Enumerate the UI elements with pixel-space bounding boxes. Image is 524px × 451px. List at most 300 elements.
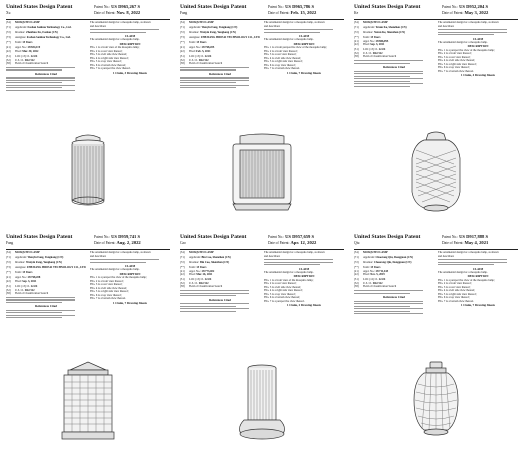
bib-value: 22-04 <box>204 278 212 282</box>
patent-page <box>180 4 344 217</box>
abstract-line: and described. <box>264 24 281 28</box>
description-line: FIG. 2 is a front view thereof; <box>438 52 472 56</box>
text-line-placeholder <box>264 32 320 33</box>
bib-code: (**) <box>180 41 185 45</box>
bib-code: (52) <box>180 58 185 62</box>
drawing-sheets-count: 1 Claim, 7 Drawing Sheets <box>287 70 321 75</box>
description-line: FIG. 2 is a front view thereof; <box>264 49 298 53</box>
bib-code: (51) <box>354 278 359 282</box>
description-line: FIG. 5 is a right side view thereof; <box>438 62 477 66</box>
bib-code: (58) <box>354 285 359 289</box>
patent-date: Feb. 15, 2022 <box>290 10 317 16</box>
bib-title: MOSQUITO LAMP <box>189 251 214 254</box>
bib-label: Filed: <box>189 273 196 277</box>
bib-code: (73) <box>180 36 185 40</box>
description-line: FIG. 4 is a left side view thereof; <box>264 56 301 60</box>
description-line: FIG. 1 is a perspective view of the mosquito lamp; <box>438 278 495 282</box>
patent-number: US D965,267 S <box>111 4 141 9</box>
bib-code: (**) <box>354 266 359 270</box>
patent-header <box>354 4 518 20</box>
description-line: FIG. 4 is a left side view thereof; <box>90 286 127 290</box>
description-line: FIG. 4 is a left side view thereof; <box>438 59 475 63</box>
text-line-placeholder <box>6 302 62 303</box>
bib-label: Applicant: <box>189 256 201 260</box>
bib-label: Applicant: <box>189 26 201 30</box>
bib-value: Wenyin Fang, Yongkang (CN) <box>199 31 236 35</box>
patent-number: US D965,786 S <box>285 4 315 9</box>
bib-value: Yexun Ke, Shenzhen (CN) <box>375 26 407 30</box>
bib-value: 29/711,445 <box>375 269 389 273</box>
description-line: FIG. 2 is a rear view thereof; <box>264 282 297 286</box>
description-line: FIG. 3 is a left side view thereof; <box>90 53 127 57</box>
bib-code: (**) <box>354 36 359 40</box>
bib-label: U.S. Cl. <box>15 288 25 292</box>
bib-label: Field of Classification Search <box>15 292 49 296</box>
bib-value: Zhenhua Xu, Foshan (CN) <box>25 31 58 35</box>
bib-label: Inventor: <box>363 31 374 35</box>
bib-label: Term: <box>189 266 196 270</box>
description-line: FIG. 4 is a right side view thereof; <box>90 56 129 60</box>
bib-code: (71) <box>354 26 359 30</box>
patent-page <box>6 234 170 447</box>
patent-date-label: Date of Patent: <box>94 11 116 16</box>
description-line: FIG. 1 is a front view of the mosquito lamp; <box>264 278 314 282</box>
abstract-line: The ornamental design for a mosquito lamp, as shown <box>438 251 499 254</box>
text-line-placeholder <box>180 87 236 88</box>
bib-value: 29/773,402 <box>201 269 215 273</box>
bib-code: (51) <box>180 278 185 282</box>
bib-label: Term: <box>363 266 370 270</box>
bib-code: (72) <box>180 31 185 35</box>
patent-header <box>180 4 344 20</box>
text-line-placeholder <box>180 308 249 309</box>
text-line-placeholder <box>180 306 236 307</box>
text-line-placeholder <box>438 264 494 265</box>
patent-date-label: Date of Patent: <box>94 241 116 246</box>
text-line-placeholder <box>6 315 75 316</box>
text-line-placeholder <box>6 310 75 311</box>
text-line-placeholder <box>354 83 423 84</box>
text-line-placeholder <box>354 311 410 312</box>
drawing-sheets-count: 1 Claim, 3 Drawing Sheets <box>113 70 147 75</box>
patent-date: Apr. 12, 2022 <box>290 240 317 246</box>
patent-date: Aug. 2, 2022 <box>116 240 141 246</box>
text-line-placeholder <box>438 259 507 260</box>
bib-label: Applicant: <box>363 26 375 30</box>
text-line-placeholder <box>180 295 236 296</box>
description-line: FIG. 1 is a perspective view of the mosquito lamp; <box>90 276 147 280</box>
bib-value: Wenyin Fang, Yongkang (CN) <box>27 256 64 260</box>
bib-code: (72) <box>354 261 359 265</box>
description-line: FIG. 1 is a front view of the mosquito lamp; <box>90 46 140 50</box>
bib-label: Appl. No.: <box>15 276 27 280</box>
bib-title: MOSQUITO LAMP <box>363 251 388 254</box>
description-column <box>90 21 170 127</box>
bib-label: U.S. Cl. <box>15 58 25 62</box>
lantern-lamp-drawing <box>6 130 170 217</box>
text-line-placeholder <box>6 297 75 298</box>
bib-code: (51) <box>6 285 11 289</box>
drawing-sheets-count: 1 Claim, 4 Drawing Sheets <box>461 73 495 78</box>
bib-label: Applicant: <box>15 256 27 260</box>
bib-label: Applicant: <box>15 26 27 30</box>
description-column <box>90 251 170 357</box>
description-line: FIG. 5 is a right side view thereof; <box>90 290 129 294</box>
bib-label: LOC (12) Cl. <box>363 278 378 282</box>
description-heading: DESCRIPTION <box>119 41 141 46</box>
bib-code: (72) <box>6 31 11 35</box>
bib-label: Field of Classification Search <box>189 285 223 289</box>
description-column <box>438 251 518 357</box>
abstract-line: and described. <box>264 254 281 258</box>
bib-value: D22/122 <box>372 281 383 285</box>
bib-code: (22) <box>354 43 359 47</box>
bib-label: Inventor: <box>189 31 200 35</box>
bib-code: (22) <box>180 49 185 53</box>
abstract-line: and described. <box>90 254 107 258</box>
bib-code: (22) <box>6 279 11 283</box>
patent-inventor: Cao <box>180 241 186 246</box>
bib-value: Foshan Sanhua Technology Co., Ltd. <box>26 36 71 40</box>
patent-no-label: Patent No.: <box>442 5 459 9</box>
description-line: FIG. 3 is a rear view thereof; <box>90 283 123 287</box>
text-line-placeholder <box>438 29 507 30</box>
text-line-placeholder <box>354 308 423 309</box>
patent-no-label: Patent No.: <box>94 235 111 239</box>
bib-code: (71) <box>354 256 359 260</box>
patent-date-label: Date of Patent: <box>268 11 290 16</box>
text-line-placeholder <box>354 313 423 314</box>
patent-number: US D952,204 S <box>459 4 489 9</box>
text-line-placeholder <box>438 32 507 33</box>
bib-title: MOSQUITO LAMP <box>15 21 40 24</box>
bib-label: Inventor: <box>15 261 26 265</box>
claim-heading: CLAIM <box>472 36 484 41</box>
bib-value: Sep. 3, 2021 <box>370 43 385 47</box>
bib-code: (21) <box>180 46 185 50</box>
bib-label: LOC (13) Cl. <box>363 48 378 52</box>
bib-value: 22-04 <box>378 278 386 282</box>
bib-label: Term: <box>15 271 22 275</box>
bib-label: Appl. No.: <box>15 46 27 50</box>
description-line: FIG. 4 is a right side view thereof; <box>264 289 303 293</box>
bib-label: Term: <box>15 41 22 45</box>
patent-no-label: Patent No.: <box>268 5 285 9</box>
bib-code: (52) <box>6 58 11 62</box>
text-line-placeholder <box>354 290 423 291</box>
patent-figure <box>180 130 344 217</box>
patent-header <box>180 234 344 250</box>
text-line-placeholder <box>6 69 62 70</box>
bib-value: 15 Years <box>22 41 33 45</box>
bib-value: Mar. 30, 2022 <box>22 49 39 53</box>
bib-code: (54) <box>354 21 359 24</box>
patent-brand: United States Design Patent <box>180 4 247 10</box>
patent-no-label: Patent No.: <box>94 5 111 9</box>
bib-label: Appl. No.: <box>363 39 375 43</box>
description-line: FIG. 7 is a bottom view thereof. <box>90 297 126 301</box>
description-heading: DESCRIPTION <box>293 41 315 46</box>
bib-value: 15 Years <box>370 36 381 40</box>
text-line-placeholder <box>180 303 249 304</box>
bib-code: (51) <box>354 48 359 52</box>
drawing-sheets-count: 1 Claim, 2 Drawing Sheets <box>287 303 321 308</box>
bibliographic-column <box>354 251 434 361</box>
bib-value: 29/768,208 <box>27 276 41 280</box>
references-heading: References Cited <box>35 71 57 76</box>
bib-code: (52) <box>354 281 359 285</box>
bibliographic-column <box>180 251 260 361</box>
bib-code: (52) <box>180 281 185 285</box>
bib-code: (21) <box>354 39 359 43</box>
bib-code: (71) <box>180 256 185 260</box>
bib-value: 15 Years <box>196 266 207 270</box>
bib-value: D22/122 <box>198 281 209 285</box>
bib-label: LOC (13) Cl. <box>15 285 30 289</box>
bib-value: Wenyin Fang, Yongkang (CN) <box>25 261 62 265</box>
text-line-placeholder <box>180 80 249 81</box>
text-line-placeholder <box>90 259 159 260</box>
bib-code: (58) <box>180 285 185 289</box>
patent-date-label: Date of Patent: <box>268 241 290 246</box>
description-line: FIG. 6 is a top view thereof; <box>438 66 470 70</box>
description-line: FIG. 2 is a front view thereof; <box>438 282 472 286</box>
patent-page <box>354 234 518 447</box>
bib-code: (73) <box>6 36 11 40</box>
bib-value: D22/122 <box>24 288 35 292</box>
patent-date: May 3, 2022 <box>464 10 489 16</box>
patent-brand: United States Design Patent <box>6 234 73 240</box>
references-heading: References Cited <box>209 297 231 302</box>
text-line-placeholder <box>6 90 75 91</box>
patent-date-label: Date of Patent: <box>442 241 464 246</box>
patent-brand: United States Design Patent <box>354 4 421 10</box>
text-line-placeholder <box>264 259 333 260</box>
description-heading: DESCRIPTION <box>467 274 489 279</box>
patent-header <box>354 234 518 250</box>
bib-code: (52) <box>354 51 359 55</box>
description-column <box>438 21 518 127</box>
bib-label: Field of Classification Search <box>363 55 397 59</box>
description-line: FIG. 5 is a top view thereof; <box>90 60 122 64</box>
bib-label: U.S. Cl. <box>189 58 199 62</box>
bib-value: 29/806,095 <box>375 39 389 43</box>
bib-code: (52) <box>6 288 11 292</box>
text-line-placeholder <box>180 311 236 312</box>
text-line-placeholder <box>90 262 146 263</box>
bib-title: MOSQUITO LAMP <box>15 251 40 254</box>
patent-brand: United States Design Patent <box>354 234 421 240</box>
bib-label: Filed: <box>189 49 196 53</box>
bib-code: (**) <box>180 266 185 270</box>
description-line: FIG. 2 is a front view thereof; <box>90 279 124 283</box>
bibliographic-column <box>6 21 86 131</box>
bib-value: Sep. 3, 2021 <box>22 279 37 283</box>
patent-page <box>180 234 344 447</box>
references-heading: References Cited <box>209 71 231 76</box>
text-line-placeholder <box>354 63 410 64</box>
text-line-placeholder <box>6 80 75 81</box>
text-line-placeholder <box>438 262 507 263</box>
claim-heading: CLAIM <box>472 266 484 271</box>
bib-label: Field of Classification Search <box>15 62 49 66</box>
bib-code: (58) <box>354 55 359 59</box>
bib-code: (54) <box>180 21 185 24</box>
bib-code: (54) <box>180 251 185 254</box>
bib-value: Bin Cao, Shenzhen (CN) <box>201 256 231 260</box>
bib-value: 22-04 <box>204 55 212 59</box>
description-column <box>264 21 344 127</box>
bib-value: 22-04 <box>30 55 38 59</box>
text-line-placeholder <box>90 32 146 33</box>
bib-value: 15 Years <box>196 41 207 45</box>
text-line-placeholder <box>90 29 159 30</box>
bib-value: D22/122 <box>24 58 35 62</box>
patent-header <box>6 234 170 250</box>
bib-code: (54) <box>6 251 11 254</box>
bib-label: Inventor: <box>189 261 200 265</box>
patent-inventor: Fang <box>180 11 188 16</box>
patent-inventor: Xu <box>6 11 11 16</box>
abstract-line: and described. <box>90 24 107 28</box>
patent-grid <box>6 4 518 447</box>
text-line-placeholder <box>180 85 249 86</box>
description-line: FIG. 3 is a rear view thereof; <box>438 55 471 59</box>
claim-heading: CLAIM <box>298 34 310 39</box>
description-line: FIG. 5 is a right side view thereof; <box>438 292 477 296</box>
text-line-placeholder <box>180 290 249 291</box>
bib-code: (58) <box>6 62 11 66</box>
references-heading: References Cited <box>35 304 57 309</box>
text-line-placeholder <box>6 299 75 300</box>
references-heading: References Cited <box>383 65 405 70</box>
patent-page <box>354 4 518 217</box>
bib-title: MOSQUITO LAMP <box>189 21 214 24</box>
text-line-placeholder <box>354 78 423 79</box>
bib-code: (**) <box>6 41 11 45</box>
text-line-placeholder <box>180 69 236 70</box>
text-line-placeholder <box>180 77 249 78</box>
patent-no-label: Patent No.: <box>442 235 459 239</box>
text-line-placeholder <box>264 262 333 263</box>
patent-inventor: Fang <box>6 241 14 246</box>
description-line: FIG. 2 is a rear view thereof; <box>90 49 123 53</box>
claim-heading: CLAIM <box>124 34 136 39</box>
bib-label: Term: <box>189 41 196 45</box>
bib-value: Yexun Ke, Shenzhen (CN) <box>373 31 406 35</box>
description-line: FIG. 5 is a right side view thereof; <box>264 60 303 64</box>
description-line: FIG. 7 is a bottom view thereof. <box>264 67 300 71</box>
text-line-placeholder <box>180 67 249 68</box>
bib-label: LOC (13) Cl. <box>189 55 204 59</box>
bib-value: D22/122 <box>198 58 209 62</box>
bib-code: (58) <box>6 292 11 296</box>
bib-label: Applicant: <box>363 256 375 260</box>
text-line-placeholder <box>6 77 75 78</box>
text-line-placeholder <box>264 264 320 265</box>
patent-brand: United States Design Patent <box>6 4 73 10</box>
bib-label: U.S. Cl. <box>189 281 199 285</box>
references-heading: References Cited <box>383 295 405 300</box>
bib-code: (72) <box>354 31 359 35</box>
bib-value: D22/122 <box>372 51 383 55</box>
text-line-placeholder <box>6 82 62 83</box>
patent-header <box>6 4 170 20</box>
bib-code: (54) <box>6 21 11 24</box>
text-line-placeholder <box>354 71 423 72</box>
patent-date-label: Date of Patent: <box>442 11 464 16</box>
bib-code: (21) <box>6 46 11 50</box>
patent-date: May 4, 2021 <box>464 240 489 246</box>
bib-label: Field of Classification Search <box>363 285 397 289</box>
text-line-placeholder <box>180 293 249 294</box>
bib-label: LOC (13) Cl. <box>15 55 30 59</box>
text-line-placeholder <box>354 76 410 77</box>
abstract-line: The ornamental design for a mosquito lamp, as shown <box>438 21 499 24</box>
bib-code: (72) <box>6 261 11 265</box>
bib-label: Appl. No.: <box>363 269 375 273</box>
description-line: FIG. 7 is a bottom view thereof. <box>438 299 474 303</box>
text-line-placeholder <box>6 312 62 313</box>
description-heading: DESCRIPTION <box>293 274 315 279</box>
bib-code: (71) <box>6 26 11 30</box>
description-line: FIG. 7 is a bottom view thereof. <box>438 69 474 73</box>
patent-inventor: Ke <box>354 11 359 16</box>
bib-label: Field of Classification Search <box>189 62 223 66</box>
claim-text: The ornamental design for a mosquito lamp. <box>438 40 488 44</box>
abstract-line: The ornamental design for a mosquito lamp, as shown <box>264 251 325 254</box>
patent-figure <box>6 360 170 447</box>
bib-value: Bin Cao, Shenzhen (CN) <box>199 261 230 265</box>
bib-code: (54) <box>354 251 359 254</box>
bib-code: (51) <box>6 55 11 59</box>
patent-number: US D917,888 S <box>459 234 489 239</box>
text-line-placeholder <box>6 85 75 86</box>
text-line-placeholder <box>354 306 410 307</box>
text-line-placeholder <box>354 86 410 87</box>
bib-value: 29/834,119 <box>27 46 41 50</box>
description-line: FIG. 6 is a bottom view thereof; <box>90 63 126 67</box>
bib-value: 22-04 <box>378 48 386 52</box>
bibliographic-column <box>354 21 434 131</box>
bib-code: (71) <box>180 26 185 30</box>
bibliographic-column <box>180 21 260 131</box>
description-line: FIG. 5 is a top view thereof; <box>264 292 296 296</box>
bib-code: (21) <box>180 269 185 273</box>
text-line-placeholder <box>354 303 423 304</box>
bib-code: (**) <box>6 271 11 275</box>
text-line-placeholder <box>6 67 75 68</box>
bib-value: 15 Years <box>370 266 381 270</box>
patent-figure <box>6 130 170 217</box>
claim-heading: CLAIM <box>124 264 136 269</box>
claim-text: The ornamental design for a mosquito lamp. <box>264 270 314 274</box>
tower-lamp-drawing <box>6 360 170 447</box>
bib-value: ZHEJIANG HIDEAI TECHNOLOGY CO., LTD. <box>26 266 86 270</box>
bib-value: Chaorong Qiu, Dongguan (CN) <box>375 256 413 260</box>
description-column <box>264 251 344 357</box>
bib-label: Filed: <box>15 279 22 283</box>
bib-label: Inventor: <box>363 261 374 265</box>
drawing-sheets-count: 1 Claim, 7 Drawing Sheets <box>113 300 147 305</box>
bib-code: (22) <box>180 273 185 277</box>
description-line: FIG. 3 is a rear view thereof; <box>438 285 471 289</box>
bib-label: Term: <box>363 36 370 40</box>
description-line: FIG. 7 is a perspective view thereof. <box>264 299 305 303</box>
text-line-placeholder <box>180 82 236 83</box>
dome-lamp-drawing <box>180 360 344 447</box>
description-line: FIG. 1 is a front perspective view of the mosquito lamp; <box>264 46 327 50</box>
